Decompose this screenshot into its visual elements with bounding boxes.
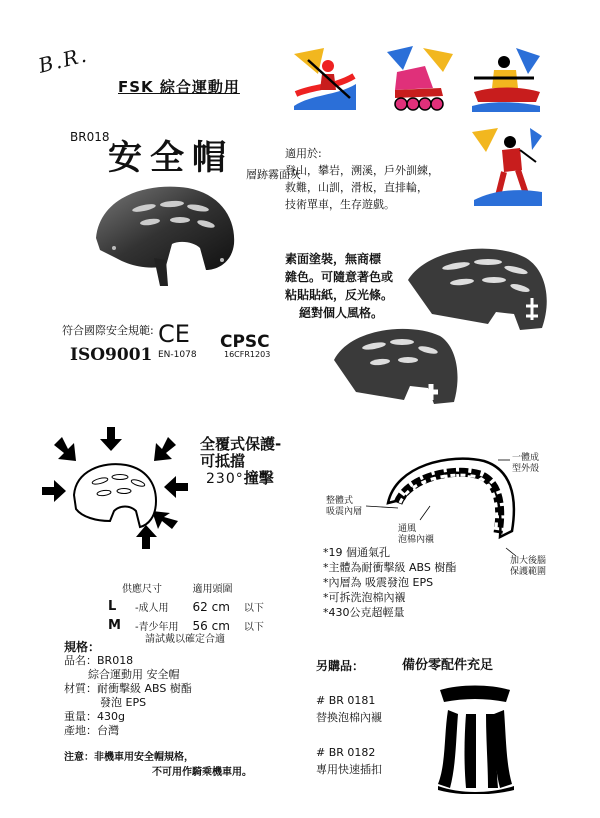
protection-line1: 全覆式保護- <box>200 435 282 453</box>
spec-material-value: 耐衝擊級 ABS 樹酯 <box>97 682 192 695</box>
arrow-right-icon <box>42 480 66 502</box>
callout-foam <box>398 524 434 546</box>
feature-item: *430公克超輕量 <box>323 606 405 619</box>
accessory-code: # BR 0181 <box>316 694 376 707</box>
size-row <box>102 598 270 615</box>
notice-line2: 不可用作騎乘機車用。 <box>152 767 252 778</box>
size-header: 供應尺寸 <box>122 584 162 595</box>
color-note: 層跡霧面灰 <box>246 168 301 181</box>
helmet-main-image <box>88 178 238 293</box>
size-value: 56 cm <box>192 618 230 633</box>
spec-material-label: 材質： <box>64 682 97 695</box>
size-note: 以下 <box>243 622 264 633</box>
spec-name-value2: 綜合運動用 安全帽 <box>88 668 180 681</box>
cert-label: 符合國際安全規範: <box>62 324 154 337</box>
feature-item: *19 個通氣孔 <box>323 546 390 559</box>
callout-pad-line2: 吸震內層 <box>326 507 363 517</box>
spec-weight-value: 430g <box>97 710 125 723</box>
accessories-title: 備份零配件充足 <box>402 658 494 673</box>
accessory-item <box>316 692 382 726</box>
promo-line: 絕對個人風格。 <box>299 306 384 320</box>
callout-shell-line1: 一體成 <box>512 453 540 463</box>
callout-rear-line1: 加大後腦 <box>510 556 547 566</box>
cfr-standard: 16CFR1203 <box>224 350 271 359</box>
usage-title: 適用於: <box>285 147 322 160</box>
spec-block <box>64 640 192 738</box>
feature-list <box>323 545 456 620</box>
ce-mark: CE <box>158 320 190 348</box>
accessory-code: # BR 0182 <box>316 746 376 759</box>
brand-title: FSK 綜合運動用 <box>118 78 240 96</box>
accessory-item <box>316 744 382 778</box>
arrow-up-left-icon <box>152 511 178 529</box>
size-header-row <box>102 579 270 596</box>
spec-name-label: 品名： <box>64 654 97 667</box>
size-code: L <box>108 599 117 614</box>
promo-line: 素面塗裝，無商標 <box>285 252 382 266</box>
spec-origin-label: 產地： <box>64 724 97 737</box>
climber-icon <box>470 126 542 206</box>
protection-suffix: 撞擊 <box>243 469 274 487</box>
size-fit-note: 請試戴以確定合適 <box>145 634 225 645</box>
size-type: -成人用 <box>134 603 169 614</box>
feature-item: *可拆洗泡棉內襯 <box>323 591 406 604</box>
usage-line: 救難，山訓，滑板，直排輪， <box>285 181 428 194</box>
promo-line: 粘貼貼紙，反光條。 <box>285 288 394 302</box>
helmet-cross-image <box>330 322 460 412</box>
spec-origin-value: 台灣 <box>97 724 119 737</box>
usage-list <box>285 145 455 213</box>
callout-rear <box>510 556 546 578</box>
iso-cert: ISO9001 <box>70 345 153 365</box>
feature-item: *內層為 吸震發泡 EPS <box>323 576 434 589</box>
size-type: -青少年用 <box>134 622 179 633</box>
arrow-down-icon <box>100 427 122 451</box>
callout-shell-line2: 型外殼 <box>512 464 540 474</box>
inline-skate-icon <box>383 44 455 114</box>
usage-line: 登山，攀岩，溯溪，戶外訓練， <box>285 164 439 177</box>
boat-rowing-icon <box>470 44 542 114</box>
spec-material-value2: 發泡 EPS <box>100 696 147 709</box>
callout-shell <box>512 453 539 475</box>
size-note: 以下 <box>243 603 264 614</box>
size-value: 62 cm <box>192 599 230 614</box>
accessories-label: 另購品： <box>316 659 365 673</box>
notice-line1: 非機車用安全帽規格， <box>94 752 194 763</box>
accessory-desc: 替換泡棉內襯 <box>316 711 382 724</box>
protection-line2: 可抵擋 <box>200 452 246 470</box>
usage-line: 技術單車，生存遊戲。 <box>285 198 395 211</box>
callout-foam-line2: 泡棉內襯 <box>398 535 435 545</box>
protection-claim <box>200 436 281 488</box>
spec-weight-label: 重量： <box>64 710 97 723</box>
product-name: 安全帽 <box>108 138 234 178</box>
arrow-diag-left-icon <box>54 437 76 461</box>
impact-diagram <box>40 425 190 550</box>
foam-liner-image <box>430 684 520 794</box>
warning-notice <box>64 750 252 780</box>
spec-title: 規格： <box>64 640 101 654</box>
callout-rear-line2: 保護範圍 <box>510 567 547 577</box>
feature-item: *主體為耐衝擊級 ABS 樹酯 <box>323 561 457 574</box>
cpsc-mark: CPSC <box>220 332 270 352</box>
arrow-diag-right-icon <box>154 437 176 461</box>
arrow-left-icon <box>164 476 188 498</box>
model-number: BR018 <box>70 130 110 144</box>
notice-label: 注意： <box>64 752 94 763</box>
callout-pad-line1: 整體式 <box>326 496 354 506</box>
promo-line: 雜色。可隨意著色或 <box>285 270 394 284</box>
arrow-up-icon <box>136 525 157 549</box>
callout-pad <box>326 496 362 518</box>
spec-name-value: BR018 <box>97 654 134 667</box>
fit-header: 適用頭圍 <box>192 584 233 595</box>
callout-foam-line1: 通風 <box>398 524 417 534</box>
accessory-desc: 專用快速插扣 <box>316 763 382 776</box>
size-code: M <box>108 618 121 633</box>
protection-degree: 230° <box>206 471 244 487</box>
en-standard: EN-1078 <box>158 350 197 360</box>
size-table <box>100 577 272 636</box>
kayak-icon <box>288 44 360 114</box>
brand-logo: B.R. <box>35 42 91 78</box>
